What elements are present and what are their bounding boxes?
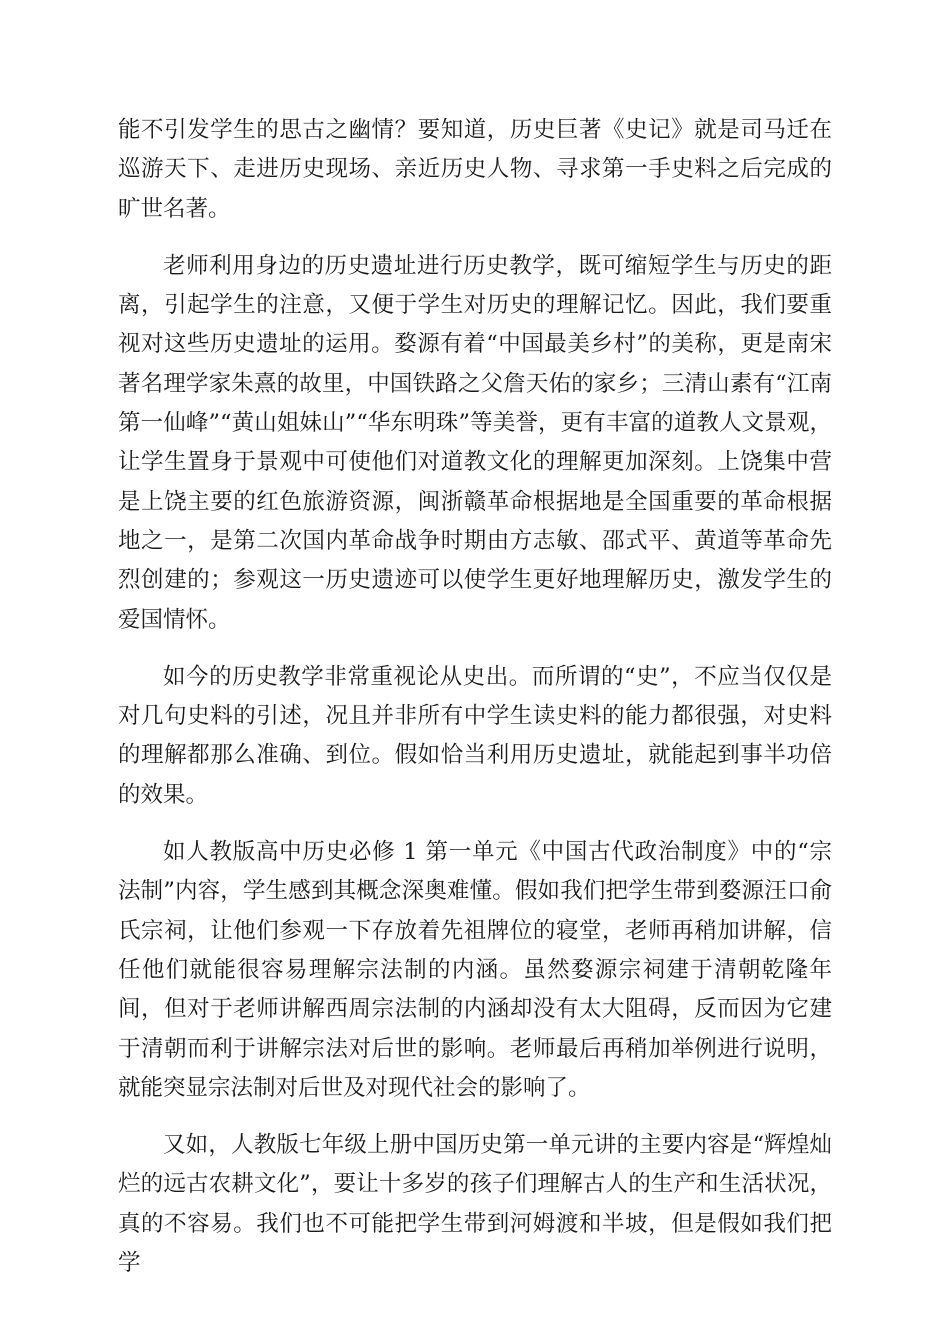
paragraph-3: 如今的历史教学非常重视论从史出。而所谓的“史”，不应当仅仅是对几句史料的引述，况且并非所有中学生读史料的能力都很强，对史料的理解都那么准确、到位。假如恰当利用历史遗址，就能起到事半功倍的效果。 [118, 663, 832, 808]
paragraph-1: 能不引发学生的思古之幽情？要知道，历史巨著《史记》就是司马迁在巡游天下、走进历史现场、亲近历史人物、寻求第一手史料之后完成的旷世名著。 [118, 117, 832, 222]
document-body [118, 111, 832, 1301]
paragraph-2: 老师利用身边的历史遗址进行历史教学，既可缩短学生与历史的距离，引起学生的注意，又便于学生对历史的理解记忆。因此，我们要重视对这些历史遗址的运用。婺源有着“中国最美乡村”的美称，更是南宋著名理学家朱熹的故里，中国铁路之父詹天佑的家乡；三清山素有“江南第一仙峰”“黄山姐妹山”“华东明珠”等美誉，更有丰富的道教人文景观，让学生置身于景观中可使他们对道教文化的理解更加深刻。上饶集中营是上饶主要的红色旅游资源，闽浙赣革命根据地是全国重要的革命根据地之一，是第二次国内革命战争时期由方志敏、邵式平、黄道等革命先烈创建的；参观这一历史遗迹可以使学生更好地理解历史，激发学生的爱国情怀。 [118, 252, 832, 633]
paragraph-5: 又如，人教版七年级上册中国历史第一单元讲的主要内容是“辉煌灿烂的远古农耕文化”，要让十多岁的孩子们理解古人的生产和生活状况，真的不容易。我们也不可能把学生带到河姆渡和半坡，但是假如我们把学 [118, 1132, 832, 1277]
paragraph-4: 如人教版高中历史必修 1 第一单元《中国古代政治制度》中的“宗法制”内容，学生感到其概念深奥难懂。假如我们把学生带到婺源汪口俞氏宗祠，让他们参观一下存放着先祖牌位的寝堂，老师再稍加讲解，信任他们就能很容易理解宗法制的内涵。虽然婺源宗祠建于清朝乾隆年间，但对于老师讲解西周宗法制的内涵却没有太大阻碍，反而因为它建于清朝而利于讲解宗法对后世的影响。老师最后再稍加举例进行说明，就能突显宗法制对后世及对现代社会的影响了。 [118, 839, 832, 1101]
